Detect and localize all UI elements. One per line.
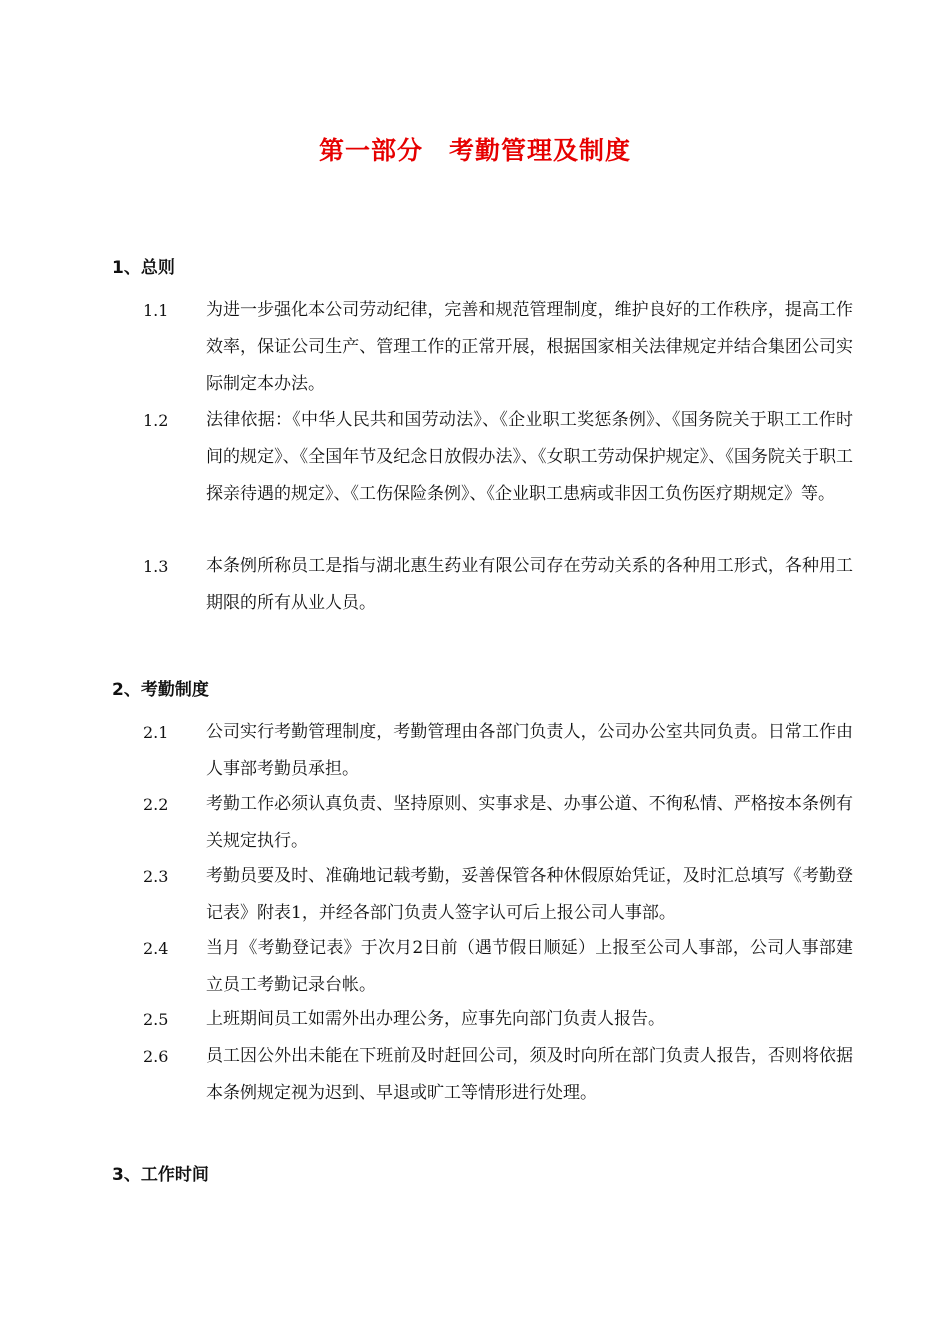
section-heading-general: 1、总则 (112, 258, 175, 278)
clause-text: 考勤工作必须认真负责、坚持原则、实事求是、办事公道、不徇私情、严格按本条例有关规定执行。 (206, 794, 853, 851)
clause-text: 法律依据：《中华人民共和国劳动法》、《企业职工奖惩条例》、《国务院关于职工工作时间的规定》、《全国年节及纪念日放假办法》、《女职工劳动保护规定》、《国务院关于职工探亲待遇的规定》、《工伤保险条例》、《企业职工患病或非因工负伤医疗期规定》等。 (206, 410, 853, 504)
clause-number: 2.1 (143, 723, 169, 742)
clause-2-4 (143, 930, 853, 1004)
clause-1-2 (143, 402, 853, 513)
section-heading-attendance: 2、考勤制度 (112, 680, 209, 700)
clause-2-1 (143, 714, 853, 788)
clause-text: 公司实行考勤管理制度，考勤管理由各部门负责人，公司办公室共同负责。日常工作由人事部考勤员承担。 (206, 722, 853, 779)
clause-number: 2.4 (143, 939, 169, 958)
clause-text: 本条例所称员工是指与湖北惠生药业有限公司存在劳动关系的各种用工形式，各种用工期限的所有从业人员。 (206, 556, 853, 613)
clause-text: 员工因公外出未能在下班前及时赶回公司，须及时向所在部门负责人报告，否则将依据本条例规定视为迟到、早退或旷工等情形进行处理。 (206, 1046, 853, 1103)
clause-text: 考勤员要及时、准确地记载考勤，妥善保管各种休假原始凭证，及时汇总填写《考勤登记表》附表1，并经各部门负责人签字认可后上报公司人事部。 (206, 866, 853, 923)
clause-1-1 (143, 292, 853, 403)
clause-number: 1.3 (143, 557, 169, 576)
clause-text: 上班期间员工如需外出办理公务，应事先向部门负责人报告。 (206, 1009, 665, 1029)
clause-2-6 (143, 1038, 853, 1112)
clause-number: 1.1 (143, 301, 169, 320)
clause-2-5 (143, 1001, 853, 1038)
clause-1-3 (143, 548, 853, 622)
clause-number: 2.5 (143, 1010, 169, 1029)
clause-2-3 (143, 858, 853, 932)
clause-number: 1.2 (143, 411, 169, 430)
section-heading-working-hours: 3、工作时间 (112, 1165, 209, 1185)
page-title: 第一部分 考勤管理及制度 (318, 136, 631, 165)
clause-2-2 (143, 786, 853, 860)
clause-number: 2.3 (143, 867, 169, 886)
clause-number: 2.2 (143, 795, 169, 814)
clause-number: 2.6 (143, 1047, 169, 1066)
clause-text: 当月《考勤登记表》于次月2日前（遇节假日顺延）上报至公司人事部，公司人事部建立员工考勤记录台帐。 (206, 938, 853, 995)
clause-text: 为进一步强化本公司劳动纪律，完善和规范管理制度，维护良好的工作秩序，提高工作效率，保证公司生产、管理工作的正常开展，根据国家相关法律规定并结合集团公司实际制定本办法。 (206, 300, 853, 394)
